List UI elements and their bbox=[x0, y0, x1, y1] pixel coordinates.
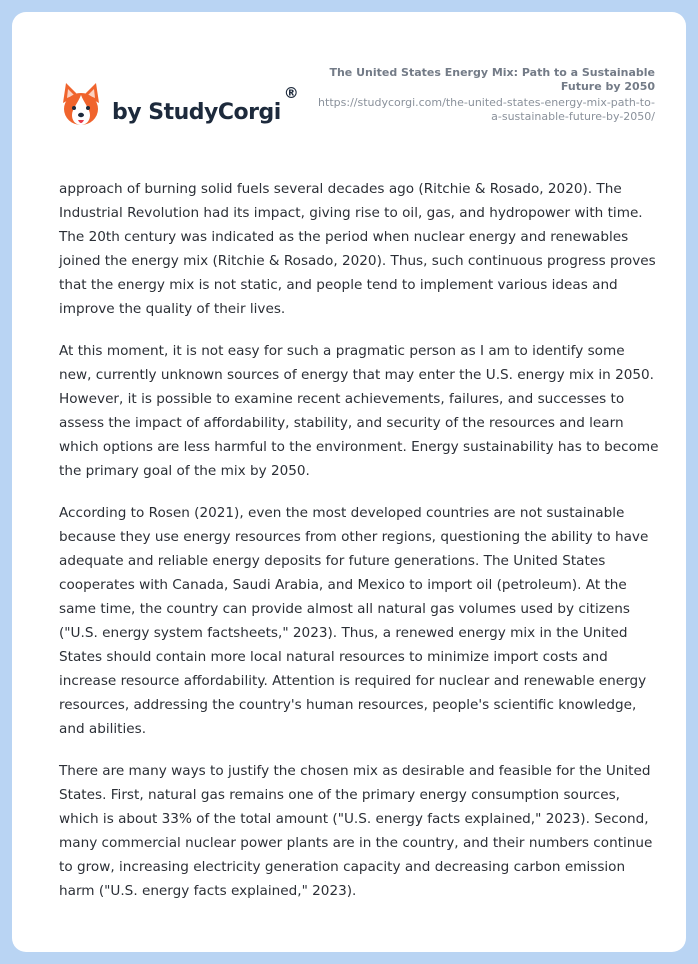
paragraph: There are many ways to justify the chosen mix as desirable and feasible for the United States. First, natural gas remains one of the primary energy consumption sources, which is about 33% of the total amount ("U.S. energy facts explained," 2023). Second, many commercial nuclear power plants are in the country, and their numbers continue to grow, increasing electricity generation capacity and decreasing carbon emission harm ("U.S. energy facts explained," 2023). bbox=[59, 763, 653, 899]
brand-name: by StudyCorgi bbox=[112, 99, 281, 125]
paragraph: At this moment, it is not easy for such a pragmatic person as I am to identify some new, currently unknown sources of energy that may enter the U.S. energy mix in 2050. However, it is possible to examine recent achievements, failures, and successes to assess the impact of affordability, stability, and security of the resources and learn which options are less harmful to the environment. Energy sustainability has to become the primary goal of the mix by 2050. bbox=[59, 343, 659, 479]
document-title: The United States Energy Mix: Path to a Sustainable Future by 2050 bbox=[329, 66, 655, 93]
document-url[interactable]: https://studycorgi.com/the-united-states-energy-mix-path-to-a-sustainable-future-by-2050/ bbox=[318, 96, 655, 123]
paragraph: approach of burning solid fuels several decades ago (Ritchie & Rosado, 2020). The Industrial Revolution had its impact, giving rise to oil, gas, and hydropower with time. The 20th century was indicated as the period when nuclear energy and renewables joined the energy mix (Ritchie & Rosado, 2020). Thus, such continuous progress proves that the energy mix is not static, and people tend to implement various ideas and improve the quality of their lives. bbox=[59, 181, 656, 317]
registered-mark: ® bbox=[283, 84, 299, 102]
paragraph: According to Rosen (2021), even the most developed countries are not sustainable because they use energy resources from other regions, questioning the ability to have adequate and reliable energy deposits for future generations. The United States cooperates with Canada, Saudi Arabia, and Mexico to import oil (petroleum). At the same time, the country can provide almost all natural gas volumes used by citizens ("U.S. energy system factsheets," 2023). Thus, a renewed energy mix in the United States should contain more local natural resources to minimize import costs and increase resource affordability. Attention is required for nuclear and renewable energy resources, addressing the country's human resources, people's scientific knowledge, and abilities. bbox=[59, 505, 649, 737]
studycorgi-logo[interactable] bbox=[60, 76, 299, 136]
corgi-icon bbox=[60, 81, 102, 131]
document-body bbox=[59, 177, 659, 921]
document-page bbox=[12, 12, 686, 952]
document-header bbox=[315, 66, 655, 124]
